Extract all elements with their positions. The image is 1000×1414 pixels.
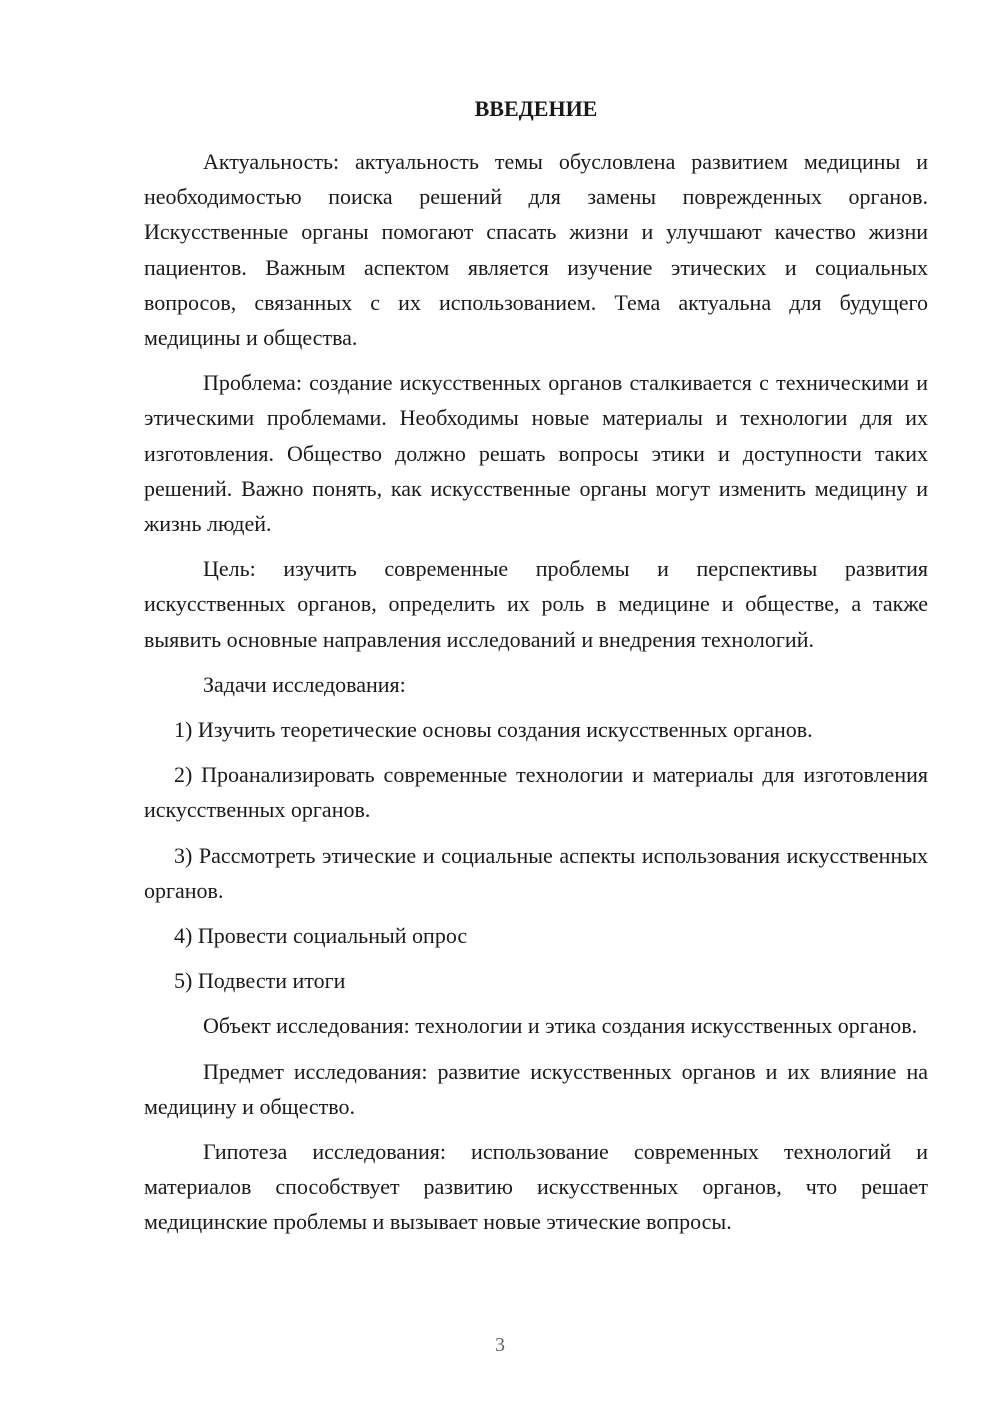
page-title: ВВЕДЕНИЕ [474,96,598,121]
page-number: 3 [495,1334,505,1356]
task-item: 4) Провести социальный опрос [174,923,468,949]
task-item: 1) Изучить теоретические основы создания искусственных органов. [174,717,813,743]
paragraph-hypothesis: Гипотеза исследования: использование современных технологий и материалов способствует развитию искусственных органов, что решает медицинские проблемы и вызывает новые этические вопросы. [144,1139,928,1235]
task-item: 5) Подвести итоги [174,968,346,994]
paragraph-problem: Проблема: создание искусственных органов сталкивается с техническими и этическими проблемами. Необходимы новые материалы и технологии для их изготовления. Общество должно решать вопросы этики и доступности таких решений. Важно понять, как искусственные органы могут изменить медицину и жизнь людей. [144,370,928,537]
paragraph-subject: Предмет исследования: развитие искусственных органов и их влияние на медицину и общество. [144,1058,928,1119]
task-item: 3) Рассмотреть этические и социальные аспекты использования искусственных органов. [144,842,928,903]
task-item: 2) Проанализировать современные технологии и материалы для изготовления искусственных органов. [144,762,928,823]
document-page [144,92,928,1240]
paragraph-goal: Цель: изучить современные проблемы и перспективы развития искусственных органов, определить их роль в медицине и обществе, а также выявить основные направления исследований и внедрения технологий. [144,556,928,652]
paragraph-relevance: Актуальность: актуальность темы обусловлена развитием медицины и необходимостью поиска решений для замены поврежденных органов. Искусственные органы помогают спасать жизни и улучшают качество жизни пациентов. Важным аспектом является изучение этических и социальных вопросов, связанных с их использованием. Тема актуальна для будущего медицины и общества. [144,149,928,351]
paragraph-tasks-heading: Задачи исследования: [203,671,406,697]
paragraph-object: Объект исследования: технологии и этика создания искусственных органов. [203,1013,918,1039]
